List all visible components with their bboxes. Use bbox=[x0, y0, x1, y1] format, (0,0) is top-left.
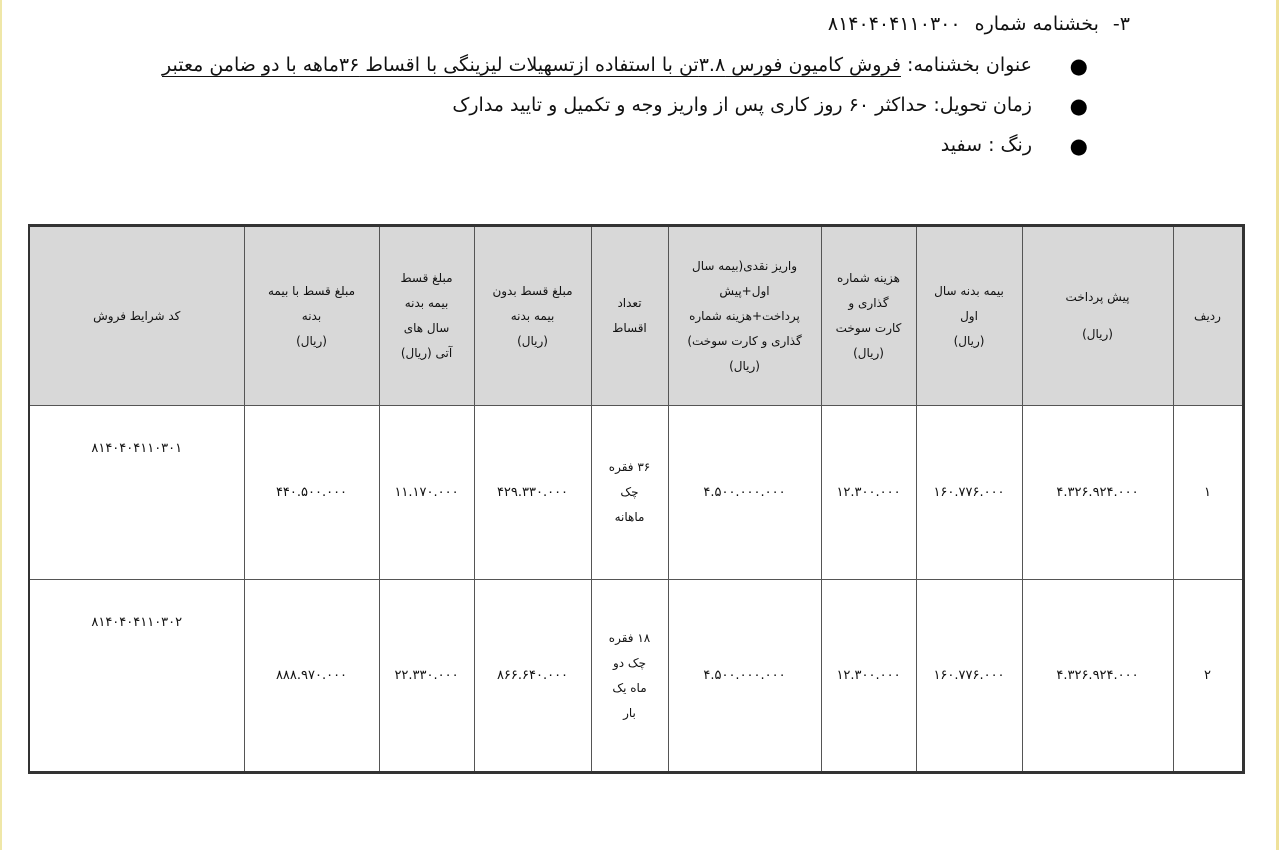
list-item-delivery bbox=[130, 88, 1088, 128]
cell-installment-count bbox=[591, 406, 668, 580]
header-insurance-unit: (ریال) bbox=[953, 333, 985, 348]
title-value: فروش کامیون فورس ۳.۸تن با استفاده ازتسهیلات لیزینگی با اقساط ۳۶ماهه با دو ضامن معتبر bbox=[162, 54, 901, 76]
count-line4: بار bbox=[623, 705, 636, 720]
header-installment-count bbox=[591, 226, 668, 406]
color-value: سفید bbox=[940, 134, 983, 156]
cell-installment-no-insurance: ۴۲۹.۳۳۰.۰۰۰ bbox=[474, 406, 591, 580]
cell-prepayment: ۴.۳۲۶.۹۲۴.۰۰۰ bbox=[1022, 580, 1173, 773]
delivery-value: حداکثر ۶۰ روز کاری پس از واریز وجه و تکمیل و تایید مدارک bbox=[452, 94, 928, 116]
cell-installment-with-insurance: ۸۸۸.۹۷۰.۰۰۰ bbox=[244, 580, 379, 773]
circular-details-list bbox=[130, 48, 1088, 168]
header-cash-line4: گذاری و کارت سوخت) bbox=[687, 333, 802, 348]
table-row bbox=[29, 406, 1243, 580]
header-future-line2: بیمه بدنه bbox=[404, 296, 449, 310]
header-plate-unit: (ریال) bbox=[853, 346, 884, 360]
header-radif bbox=[1173, 226, 1243, 406]
heading-label: بخشنامه شماره bbox=[974, 13, 1099, 35]
list-item-title bbox=[130, 48, 1088, 88]
circular-heading bbox=[828, 10, 1130, 38]
header-insurance-line1: بیمه بدنه سال bbox=[934, 283, 1004, 298]
table-header-row bbox=[29, 226, 1243, 406]
count-line3: ماه یک bbox=[612, 680, 647, 695]
count-line2: چک bbox=[620, 485, 639, 499]
header-plate-line1: هزینه شماره bbox=[837, 271, 900, 285]
header-sale-code-label: کد شرایط فروش bbox=[93, 308, 181, 323]
header-no-ins-line1: مبلغ قسط بدون bbox=[492, 283, 573, 298]
header-prepayment-unit: (ریال) bbox=[1082, 327, 1113, 341]
cell-prepayment: ۴.۳۲۶.۹۲۴.۰۰۰ bbox=[1022, 406, 1173, 580]
cell-insurance: ۱۶۰.۷۷۶.۰۰۰ bbox=[916, 580, 1022, 773]
header-future-line4: آتی (ریال) bbox=[400, 346, 453, 360]
header-future-line3: سال های bbox=[403, 321, 450, 335]
cell-insurance: ۱۶۰.۷۷۶.۰۰۰ bbox=[916, 406, 1022, 580]
bullet-icon: ● bbox=[1069, 134, 1088, 158]
count-line1: ۱۸ فقره bbox=[608, 630, 651, 645]
heading-number: ۳- bbox=[1112, 13, 1130, 35]
cell-sale-code: ۸۱۴۰۴۰۴۱۱۰۳۰۲ bbox=[29, 580, 244, 773]
title-label: عنوان بخشنامه: bbox=[907, 54, 1032, 76]
bullet-icon: ● bbox=[1069, 94, 1088, 118]
cell-future-insurance: ۲۲.۳۳۰.۰۰۰ bbox=[379, 580, 474, 773]
color-label: رنگ : bbox=[988, 134, 1032, 156]
header-plate-line3: کارت سوخت bbox=[835, 321, 902, 335]
header-count-line1: تعداد bbox=[617, 296, 642, 310]
header-installment-no-insurance bbox=[474, 226, 591, 406]
count-line3: ماهانه bbox=[614, 510, 645, 524]
header-radif-label: ردیف bbox=[1194, 308, 1221, 323]
header-future-line1: مبلغ قسط bbox=[400, 271, 453, 285]
delivery-label: زمان تحویل: bbox=[933, 94, 1032, 116]
count-line2: چک دو bbox=[612, 655, 647, 670]
header-cash-line2: اول+پیش bbox=[719, 283, 770, 298]
header-prepayment-label: پیش پرداخت bbox=[1065, 290, 1130, 304]
header-plate-fee bbox=[821, 226, 916, 406]
header-sale-code bbox=[29, 226, 244, 406]
header-future-insurance bbox=[379, 226, 474, 406]
header-with-ins-line1: مبلغ قسط با بیمه bbox=[267, 283, 355, 298]
cell-radif: ۲ bbox=[1173, 580, 1243, 773]
cell-sale-code: ۸۱۴۰۴۰۴۱۱۰۳۰۱ bbox=[29, 406, 244, 580]
cell-installment-with-insurance: ۴۴۰.۵۰۰.۰۰۰ bbox=[244, 406, 379, 580]
header-insurance bbox=[916, 226, 1022, 406]
header-cash-line3: پرداخت+هزینه شماره bbox=[689, 308, 800, 323]
header-count-line2: اقساط bbox=[612, 321, 647, 335]
header-no-ins-unit: (ریال) bbox=[517, 333, 548, 348]
cell-installment-count bbox=[591, 580, 668, 773]
cell-future-insurance: ۱۱.۱۷۰.۰۰۰ bbox=[379, 406, 474, 580]
cell-radif: ۱ bbox=[1173, 406, 1243, 580]
header-with-ins-line2: بدنه bbox=[301, 308, 322, 323]
sales-conditions-table-wrapper bbox=[28, 224, 1242, 720]
header-prepayment bbox=[1022, 226, 1173, 406]
header-cash-unit: (ریال) bbox=[729, 358, 760, 373]
table-row bbox=[29, 580, 1243, 773]
sales-conditions-table bbox=[28, 224, 1245, 774]
header-insurance-line2: اول bbox=[960, 308, 978, 323]
cell-plate-fee: ۱۲.۳۰۰.۰۰۰ bbox=[821, 406, 916, 580]
cell-cash-deposit: ۴.۵۰۰.۰۰۰.۰۰۰ bbox=[668, 406, 821, 580]
bullet-icon: ● bbox=[1069, 54, 1088, 78]
header-cash-line1: واریز نقدی(بیمه سال bbox=[691, 258, 798, 273]
header-cash-deposit bbox=[668, 226, 821, 406]
cell-cash-deposit: ۴.۵۰۰.۰۰۰.۰۰۰ bbox=[668, 580, 821, 773]
header-with-ins-unit: (ریال) bbox=[296, 333, 327, 348]
heading-circular-number: ۸۱۴۰۴۰۴۱۱۰۳۰۰ bbox=[827, 13, 961, 35]
cell-plate-fee: ۱۲.۳۰۰.۰۰۰ bbox=[821, 580, 916, 773]
list-item-color bbox=[130, 128, 1088, 168]
header-installment-with-insurance bbox=[244, 226, 379, 406]
header-no-ins-line2: بیمه بدنه bbox=[510, 308, 555, 323]
header-plate-line2: گذاری و bbox=[848, 296, 889, 310]
cell-installment-no-insurance: ۸۶۶.۶۴۰.۰۰۰ bbox=[474, 580, 591, 773]
count-line1: ۳۶ فقره bbox=[608, 460, 651, 474]
